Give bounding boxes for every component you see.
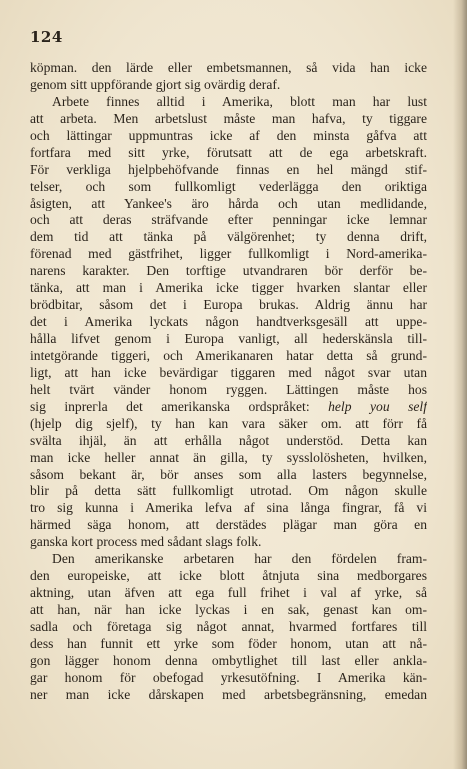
proverb-italic: help you self <box>328 398 427 414</box>
text-line: (hjelp dig sjelf), ty han kan vara säker om. att förr få <box>30 415 427 431</box>
text-line: tro sig kunna i Amerika lefva af sina långa fingrar, få vi <box>30 500 427 516</box>
text-line: det i Amerika lyckats någon handtverksgesäll att uppe- <box>30 314 427 330</box>
page-edge-shadow <box>453 0 467 769</box>
text-line: hålla lifvet genom i Europa vanligt, all hederskänsla till- <box>30 331 427 346</box>
text-line: ner man icke dårskapen med arbetsbegränsning, emedan <box>30 686 427 702</box>
text-line: telser, och som fullkomligt vederlägga den oriktiga <box>30 178 427 194</box>
text-line: såsom bekant är, bör anses som alla lasters begynnelse, <box>30 466 427 482</box>
text-line: Den amerikanske arbetaren har den fördelen fram- <box>52 551 427 567</box>
text-line: härmed säga honom, att derstädes plägar man göra en <box>30 517 427 533</box>
text-line: man icke heller annat än gilla, ty sysslolösheten, hvilken, <box>30 449 427 465</box>
text-line: helt tvärt vänder honom ryggen. Lättingen måste hos <box>30 381 427 397</box>
text-line: åsigten, att Yankee's äro hårda och utan medlidande, <box>30 195 427 211</box>
text-line: den europeiske, att icke blott åtnjuta sina medborgares <box>30 568 427 584</box>
text-line: gar honom för obefogad yrkesutöfning. I Amerika kän- <box>30 669 427 685</box>
text-line: gon lägger honom denna ombytlighet till last eller ankla- <box>30 652 427 668</box>
text-line: och lättingar uppmuntras icke af den minsta gåfva att <box>30 127 427 143</box>
text-line: sadla och företaga sig något annat, hvarmed fortfares till <box>30 618 427 634</box>
text-line: tänka, att man i Amerika icke tigger hvarken slantar eller <box>30 280 427 296</box>
body-text <box>30 60 427 704</box>
text-line: dem tid att tänka på välgörenhet; ty denna drift, <box>30 229 427 245</box>
text-line: brödbitar, såsom det i Europa brukas. Aldrig ännu har <box>30 297 427 313</box>
page-number: 124 <box>30 28 63 46</box>
text-line: ligt, att han icke bevärdigar tiggaren med något svar utan <box>30 364 427 380</box>
text-line: intetgörande tiggeri, och Amerikanaren hatar detta så grund- <box>30 347 427 363</box>
text-line: För verkliga hjelpbehöfvande finnas en hel mängd stif- <box>30 161 427 177</box>
text-line: och att deras sträfvande efter penningar icke lemnar <box>30 212 427 228</box>
text-line: sig inprегla det amerikanska ordspråket: help you self <box>30 398 427 414</box>
text-line: svälta ihjäl, än att erhålla något understöd. Detta kan <box>30 432 427 448</box>
text-line: genom sitt uppförande gjort sig ovärdig deraf. <box>30 76 281 92</box>
text-line: köpman. den lärde eller embetsmannen, så vida han icke <box>30 60 427 75</box>
text-line: att arbeta. Men arbetslust måste man hafva, ty tiggare <box>30 110 427 126</box>
text-line: ganska kort process med sådant slags folk. <box>30 534 262 550</box>
text-line: fortfara med sitt yrke, förutsatt att de ega arbetskraft. <box>30 144 427 160</box>
text-line: Arbete finnes alltid i Amerika, blott man har lust <box>52 93 427 109</box>
text-line: att han, när han icke lyckas i en sak, genast kan om- <box>30 602 427 617</box>
text-line: aktning, utan äfven att ega full frihet i val af yrke, så <box>30 585 427 601</box>
text-line: blir på detta sätt fullkomligt utrotad. Om någon skulle <box>30 483 427 499</box>
text-line: dess han funnit ett yrke som föder honom, utan att nå- <box>30 635 427 651</box>
text-line: narens karakter. Den torftige utvandraren bör derför be- <box>30 263 427 279</box>
text-line: förenad med gästfrihet, ligger fullkomligt i Nord-amerika- <box>30 246 427 262</box>
